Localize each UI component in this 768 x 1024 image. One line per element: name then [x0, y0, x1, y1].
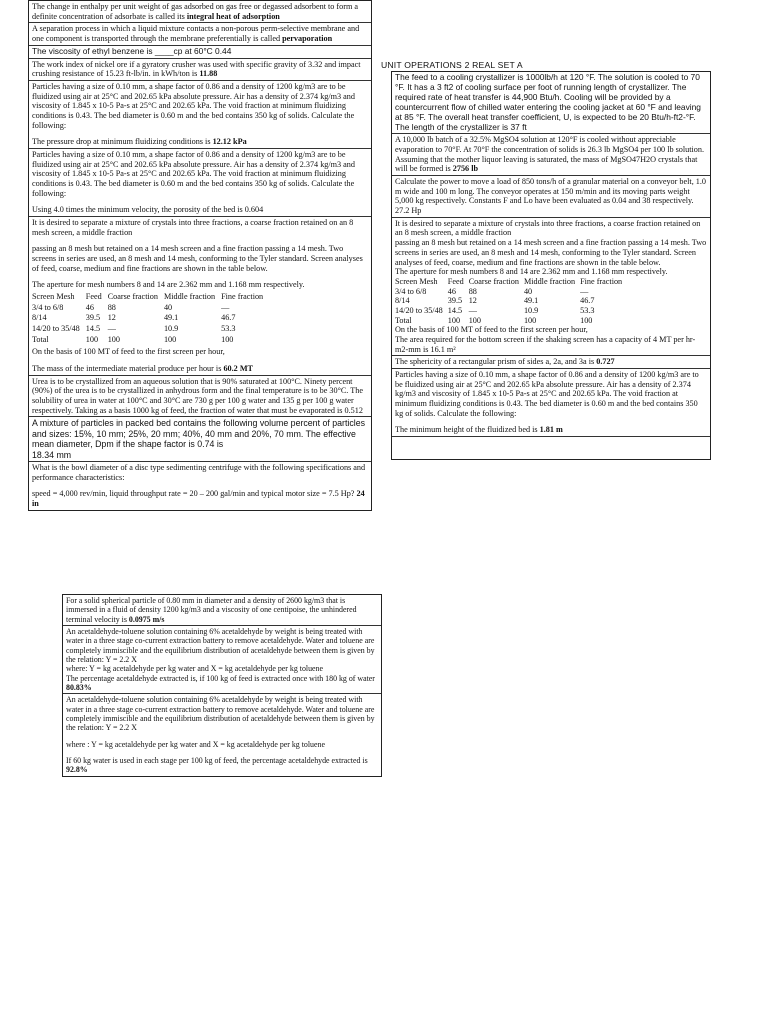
question-cell: The sphericity of a rectangular prism of sides a, 2a, and 3a is 0.727 — [392, 356, 710, 369]
answer-text: 18.34 mm — [32, 449, 72, 460]
table-row: Total 100 100 100 100 — [32, 334, 234, 344]
question-cell: It is desired to separate a mixture of crystals into three fractions, a coarse fraction retained on an 8 mesh screen, a middle fraction passing an 8 mesh but retained on a 14 mesh screen and a fine fraction passing a 14 mesh. Two screens in series are used, an 8 mesh and 14 mesh, conforming to the Tyler standard. Screen analyses of feed, coarse, medium and fine fractions are shown in the table below. The aperture for mesh numbers 8 and 14 are 2.362 mm and 1.168 mm respectively. Screen Mesh Feed Coarse fraction Middle fraction Fine fraction 3/4 to 6/8 46 88 40 — 8/14 39.5 12 49.1 46.7 14/20 to 35/48 14.5 — 10.9 53.3 Total 100 100 100 100 On the basis of 100 MT of feed to the first screen per hour, The area required for the bottom screen if the shaking screen has a capacity of 4 MT per hr-m2-mm is 16.1 m² — [392, 218, 710, 356]
screen-analysis-table: Screen Mesh Feed Coarse fraction Middle fraction Fine fraction 3/4 to 6/8 46 88 40 — 8/14 39.5 12 49.1 46.7 14/20 to 35/48 14.5 — 10.9 53.3 Total 100 100 100 100 — [395, 277, 627, 325]
question-cell: An acetaldehyde-toluene solution containing 6% acetaldehyde by weight is being treated with water in a three stage co-current extraction battery to remove acetaldehyde. Water and toluene are completely immiscible and the equilibrium distribution of acetaldehyde between them is given by the relation: Y = 2.2 X where : Y = kg acetaldehyde per kg water and X = kg acetaldehyde per kg toluene If 60 kg water is used in each stage per 100 kg of feed, the percentage acetaldehyde extracted is 92.8% — [63, 694, 381, 775]
right-question-column — [391, 71, 711, 460]
question-cell: Particles having a size of 0.10 mm, a shape factor of 0.86 and a density of 1200 kg/m3 are to be fluidized using air at 25°C and 202.65 kPa absolute pressure. Air has a density of 2.374 kg/m3 and viscosity of 1.845 x 10-5 Pa-s at 25°C and 202.65 kPa. The void fraction at minimum fluidizing conditions is 0.43. The bed diameter is 0.60 m and the bed contains 350 kg of solids. Calculate the following: Using 4.0 times the minimum velocity, the porosity of the bed is 0.604 — [29, 149, 371, 217]
answer-text: integral heat of adsorption — [186, 11, 280, 21]
question-cell: Particles having a size of 0.10 mm, a shape factor of 0.86 and a density of 1200 kg/m3 are to be fluidized using air at 25°C and 202.65 kPa absolute pressure. Air has a density of 2.374 kg/m3 and viscosity of 1.845 x 10-5 Pa-s at 25°C and 202.65 kPa. The void fraction at minimum fluidizing conditions is 0.43. The bed diameter is 0.60 m and the bed contains 350 kg of solids. Calculate the following: The minimum height of the fluidized bed is 1.81 m — [392, 369, 710, 437]
answer-text: 0.727 — [596, 357, 615, 367]
question-cell: A 10,000 lb batch of a 32.5% MgSO4 solution at 120°F is cooled without appreciable evaporation to 70°F. At 70°F the concentration of solids is 26.3 lb MgSO4 per 100 lb solution. Assuming that the mother liquor leaving is saturated, the mass of MgSO47H2O crystals that will be formed is 2756 lb — [392, 134, 710, 176]
answer-text: 80.83% — [66, 682, 92, 692]
answer-text: 12.12 kPa — [212, 137, 247, 147]
answer-text: 92.8% — [66, 765, 88, 775]
question-cell: Urea is to be crystallized from an aqueous solution that is 90% saturated at 100°C. Ninety percent (90%) of the urea is to be crystallized in anhydrous form and the final temperature is to be 30°C. The solubility of urea in water at 100°C and 30°C are 730 g per 100 g water and 135 g per 100 g water respectively. Taking as a basis 1000 kg of feed, the fraction of water that must be evaporated is 0.512 — [29, 376, 371, 418]
screen-analysis-table: Screen Mesh Feed Coarse fraction Middle fraction Fine fraction 3/4 to 6/8 46 88 40 — 8/14 39.5 12 49.1 46.7 14/20 to 35/48 14.5 — 10.9 53.3 Total 100 100 100 100 — [32, 292, 269, 345]
answer-text: 24 in — [32, 489, 365, 508]
table-row: 3/4 to 6/8 46 88 40 — — [395, 286, 589, 296]
question-cell: A mixture of particles in packed bed contains the following volume percent of particles and sizes: 15%, 10 mm; 25%, 20 mm; 40%, 40 mm and 20%, 70 mm. The effective mean diameter, Dpm if the shape factor is 0.74 is 18.34 mm — [29, 417, 371, 462]
answer-text: 11.88 — [199, 69, 218, 79]
table-row: 3/4 to 6/8 46 88 40 — — [32, 302, 230, 312]
table-row: Total 100 100 100 100 — [395, 315, 593, 325]
question-cell: Particles having a size of 0.10 mm, a shape factor of 0.86 and a density of 1200 kg/m3 are to be fluidized using air at 25°C and 202.65 kPa absolute pressure. Air has a density of 2.374 kg/m3 and viscosity of 1.845 x 10-5 Pa-s at 25°C and 202.65 kPa. The void fraction at minimum fluidizing conditions is 0.43. The bed diameter is 0.60 m and the bed contains 350 kg of solids. Calculate the following: The pressure drop at minimum fluidizing conditions is 12.12 kPa — [29, 81, 371, 149]
question-cell: Calculate the power to move a load of 850 tons/h of a granular material on a conveyor belt, 1.0 m wide and 100 m long. The conveyor operates at 150 m/min and its moving parts weight 5,000 kg respectively. Constants F and Lo have been evaluated as 0.04 and 38 respectively. 27.2 Hp — [392, 176, 710, 218]
table-row: 14/20 to 35/48 14.5 — 10.9 53.3 — [395, 305, 595, 315]
table-row: 14/20 to 35/48 14.5 — 10.9 53.3 — [32, 324, 236, 334]
left-question-column — [28, 0, 372, 511]
answer-text: 1.81 m — [539, 425, 563, 435]
page-title: UNIT OPERATIONS 2 REAL SET A — [381, 60, 523, 70]
question-cell: The change in enthalpy per unit weight of gas adsorbed on gas free or degassed adsorbent to form a definite concentration of adsorbate is called its integral heat of adsorption — [29, 1, 371, 23]
question-cell: What is the bowl diameter of a disc type sedimenting centrifuge with the following specifications and performance characteristics: speed = 4,000 rev/min, liquid throughput rate = 20 – 200 gal/min and typical motor size = 7.5 Hp? 24 in — [32, 462, 366, 508]
empty-cell — [392, 437, 710, 459]
answer-text: 60.2 MT — [223, 364, 254, 374]
table-row: 8/14 39.5 12 49.1 46.7 — [32, 313, 236, 323]
question-cell: An acetaldehyde-toluene solution containing 6% acetaldehyde by weight is being treated with water in a three stage co-current extraction battery to remove acetaldehyde. Water and toluene are completely immiscible and the equilibrium distribution of acetaldehyde between them is given by the relation: Y = 2.2 X where: Y = kg acetaldehyde per kg water and X = kg acetaldehyde per kg toluene The percentage acetaldehyde extracted is, if 100 kg of feed is extracted once with 180 kg of water 80.83% — [63, 626, 381, 694]
question-cell: A separation process in which a liquid mixture contacts a non-porous perm-selective membrane and one component is transported through the membrane preferentially is called pervaporation — [29, 23, 371, 45]
question-cell: For a solid spherical particle of 0.80 mm in diameter and a density of 2600 kg/m3 that is immersed in a fluid of density 1200 kg/m3 and a viscosity of one centipoise, the unhindered terminal velocity is 0.0975 m/s — [63, 595, 381, 626]
answer-text: 0.0975 m/s — [128, 614, 165, 624]
table-row: 8/14 39.5 12 49.1 46.7 — [395, 296, 595, 306]
question-cell: The viscosity of ethyl benzene is ____cp at 60°C 0.44 — [29, 46, 371, 59]
bottom-question-column — [62, 594, 382, 777]
answer-text: pervaporation — [282, 34, 333, 44]
question-cell: The work index of nickel ore if a gyratory crusher was used with specific gravity of 3.32 and impact crushing resistance of 15.23 ft-lb/in. in kWh/ton is 11.88 — [29, 59, 371, 81]
answer-text: 2756 lb — [452, 164, 479, 174]
question-cell: The feed to a cooling crystallizer is 1000lb/h at 120 °F. The solution is cooled to 70 °F. It has a 3 ft2 of cooling surface per foot of running length of crystallizer. The required rate of heat transfer is 44,900 Btu/h. Cooling will be provided by a countercurrent flow of chilled water entering the cooling jacket at 60 °F and leaving at 85 °F. The overall heat transfer coefficient, U, is expected to be 20 Btu/h-ft2-°F. The length of the crystallizer is 37 ft — [392, 72, 710, 134]
question-cell: It is desired to separate a mixture of crystals into three fractions, a coarse fraction retained on an 8 mesh screen, a middle fraction passing an 8 mesh but retained on a 14 mesh screen and a fine fraction passing a 14 mesh. Two screens in series are used, an 8 mesh and 14 mesh, conforming to the Tyler standard. Screen analyses of feed, coarse, medium and fine fractions are shown in the table below. The aperture for mesh numbers 8 and 14 are 2.362 mm and 1.168 mm respectively. Screen Mesh Feed Coarse fraction Middle fraction Fine fraction 3/4 to 6/8 46 88 40 — 8/14 39.5 12 49.1 46.7 14/20 to 35/48 14.5 — 10.9 53.3 Total 100 100 100 100 On the basis of 100 MT of feed to the first screen per hour, The mass of the intermediate material produce per hour is 60.2 MT — [29, 217, 371, 376]
